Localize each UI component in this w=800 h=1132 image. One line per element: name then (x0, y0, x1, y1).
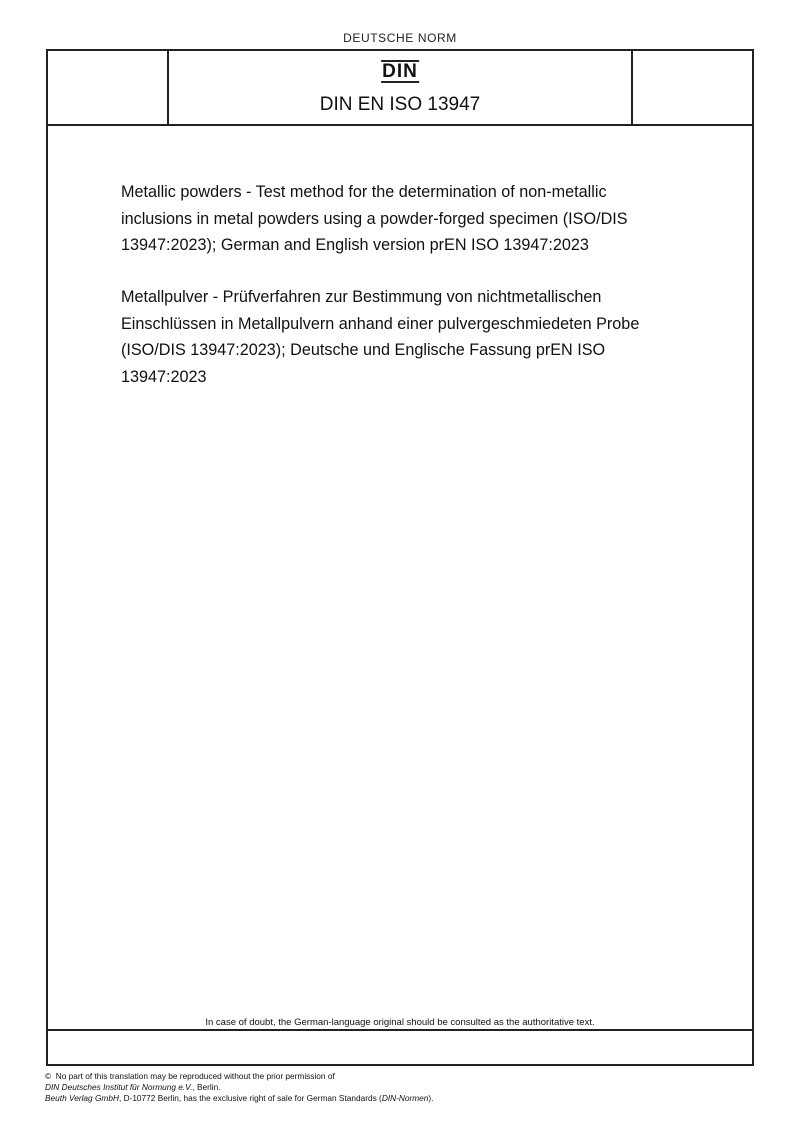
din-logo: DIN (382, 61, 418, 82)
title-german: Metallpulver - Prüfverfahren zur Bestimmung von nichtmetallischen Einschlüssen in Metallpulvern anhand einer pulvergeschmiedeten Probe (ISO/DIS 13947:2023); Deutsche und Englische Fassung prEN ISO 13947:2023 (121, 288, 640, 386)
beuth-rights-text: , D-10772 Berlin, has the exclusive right of sale for German Standards ( (118, 1093, 382, 1103)
header-center (169, 51, 631, 124)
din-org-city: , Berlin. (192, 1082, 221, 1092)
copyright-line-1 (45, 1071, 433, 1082)
beuth-org-name: Beuth Verlag GmbH (45, 1093, 119, 1103)
document-frame (46, 49, 754, 1066)
header-cell-right (631, 51, 752, 124)
document-number: DIN EN ISO 13947 (319, 94, 481, 115)
beuth-rights-end: ). (428, 1093, 434, 1103)
copyright-line-2 (45, 1082, 433, 1093)
copyright-notice (45, 1071, 433, 1104)
authoritative-text-notice: In case of doubt, the German-language original should be consulted as the authoritative text. (205, 1017, 595, 1028)
copyright-text-1: No part of this translation may be reproduced without the prior permission of (55, 1071, 335, 1081)
din-org-name: DIN Deutsches Institut für Normung e.V. (45, 1082, 193, 1092)
header-cell-left (48, 51, 169, 124)
din-normen-text: DIN-Normen (381, 1093, 429, 1103)
series-label: DEUTSCHE NORM (343, 31, 457, 45)
copyright-line-3 (45, 1093, 433, 1104)
copyright-symbol: © (45, 1071, 52, 1081)
footer-divider (48, 1029, 752, 1031)
title-english: Metallic powders - Test method for the determination of non-metallic inclusions in metal powders using a powder-forged specimen (ISO/DIS 13947:2023); German and English version prEN ISO 13947:2023 (121, 183, 628, 254)
header-row (48, 51, 752, 126)
